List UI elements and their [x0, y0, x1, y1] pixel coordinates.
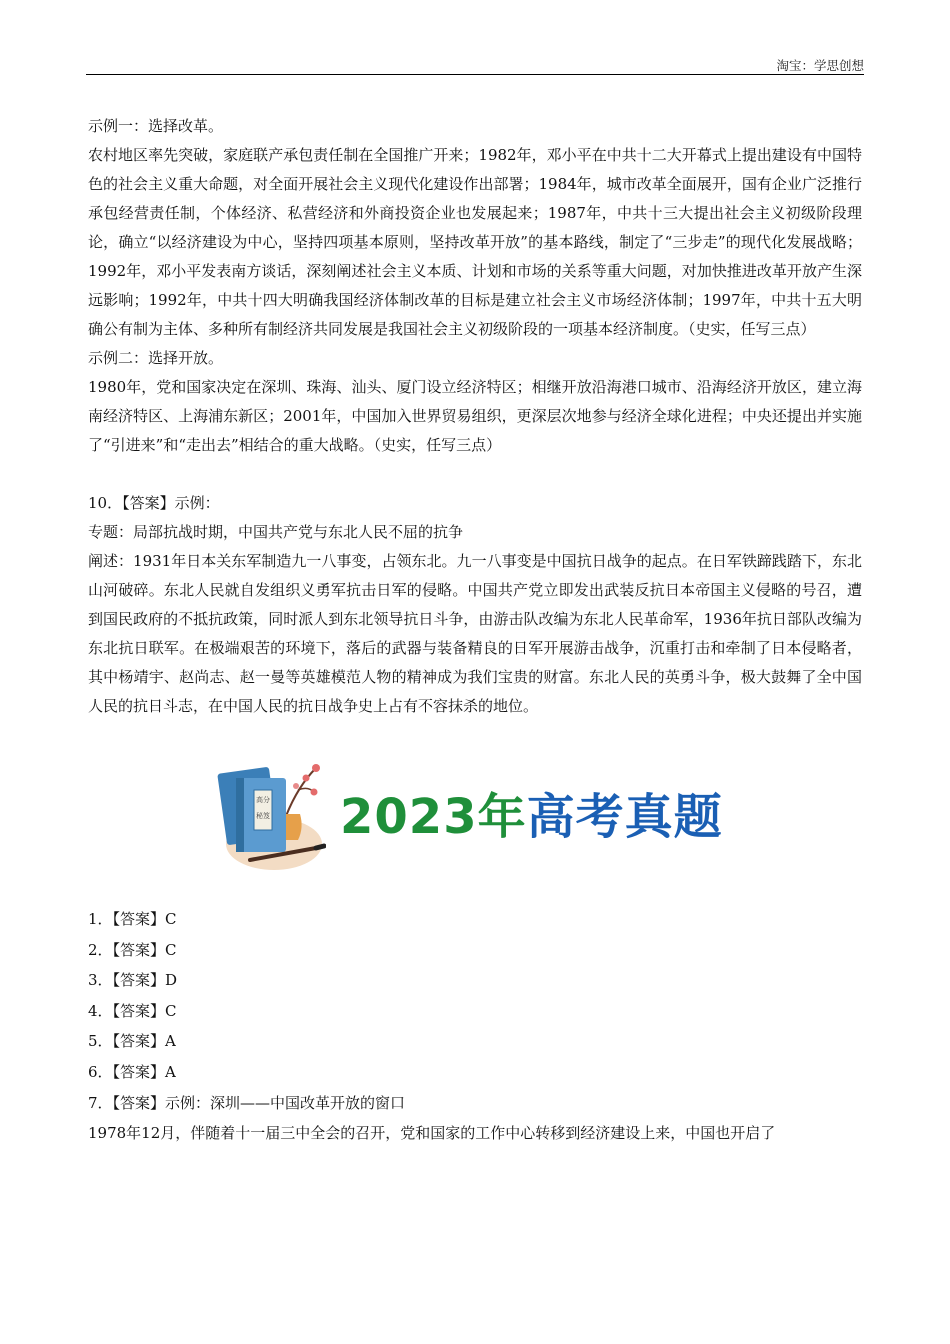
answer-item: 5．【答案】A	[88, 1032, 176, 1051]
answer-item: 2．【答案】C	[88, 940, 177, 959]
answer-item: 1．【答案】C	[88, 910, 177, 928]
banner-title: 高考真题	[526, 789, 723, 845]
banner-year: 2023年	[340, 789, 527, 845]
section-banner	[88, 756, 862, 886]
books-icon	[216, 756, 326, 876]
example1-label: 示例一：选择改革。	[88, 117, 224, 135]
answer-item: 7．【答案】示例：深圳——中国改革开放的窗口	[88, 1093, 406, 1112]
answer-item: 3．【答案】D	[88, 971, 178, 990]
answer-item: 4．【答案】C	[88, 1001, 177, 1020]
example2-text: 1980年，党和国家决定在深圳、珠海、汕头、厦门设立经济特区；相继开放沿海港口城市、沿海经济开放区，建立海南经济特区、上海浦东新区；2001年，中国加入世界贸易组织，更深层次地参与经济全球化进程；中央还提出并实施了“引进来”和“走出去”相结合的重大战略。（史实，任写三点）	[88, 378, 862, 454]
banner-heading	[340, 778, 723, 847]
q10-heading: 10．【答案】示例：	[88, 494, 220, 512]
example2-label: 示例二：选择开放。	[88, 349, 224, 367]
book-label-line2: 秘笈	[256, 812, 270, 820]
document-body	[88, 112, 862, 1149]
book-label-line1: 高分	[256, 796, 270, 804]
example1-text: 农村地区率先突破，家庭联产承包责任制在全国推广开来；1982年，邓小平在中共十二大开幕式上提出建设有中国特色的社会主义重大命题，对全面开展社会主义现代化建设作出部署；1984年，城市改革全面展开，国有企业广泛推行承包经营责任制，个体经济、私营经济和外商投资企业也发展起来；1987年，中共十三大提出社会主义初级阶段理论，确立“以经济建设为中心，坚持四项基本原则，坚持改革开放”的基本路线，制定了“三步走”的现代化发展战略；1992年，邓小平发表南方谈话，深刻阐述社会主义本质、计划和市场的关系等重大问题，对加快推进改革开放产生深远影响；1992年，中共十四大明确我国经济体制改革的目标是建立社会主义市场经济体制；1997年，中共十五大明确公有制为主体、多种所有制经济共同发展是我国社会主义初级阶段的一项基本经济制度。（史实，任写三点）	[88, 146, 862, 338]
q7-text: 1978年12月，伴随着十一届三中全会的召开，党和国家的工作中心转移到经济建设上来，中国也开启了	[88, 1124, 776, 1143]
q10-body: 阐述：1931年日本关东军制造九一八事变，占领东北。九一八事变是中国抗日战争的起点。在日军铁蹄践踏下，东北山河破碎。东北人民就自发组织义勇军抗击日军的侵略。中国共产党立即发出武装反抗日本帝国主义侵略的号召，遭到国民政府的不抵抗政策，同时派人到东北领导抗日斗争，由游击队改编为东北人民革命军，1936年抗日部队改编为东北抗日联军。在极端艰苦的环境下，落后的武器与装备精良的日军开展游击战争，沉重打击和牵制了日本侵略者，其中杨靖宇、赵尚志、赵一曼等英雄模范人物的精神成为我们宝贵的财富。东北人民的英勇斗争，极大鼓舞了全中国人民的抗日斗志，在中国人民的抗日战争史上占有不容抹杀的地位。	[88, 552, 862, 715]
header-text: 淘宝：学思创想	[776, 58, 864, 73]
page-header	[86, 56, 864, 75]
answer-list	[88, 904, 862, 1149]
answer-item: 6．【答案】A	[88, 1062, 176, 1081]
q10-topic: 专题：局部抗战时期，中国共产党与东北人民不屈的抗争	[88, 523, 464, 541]
